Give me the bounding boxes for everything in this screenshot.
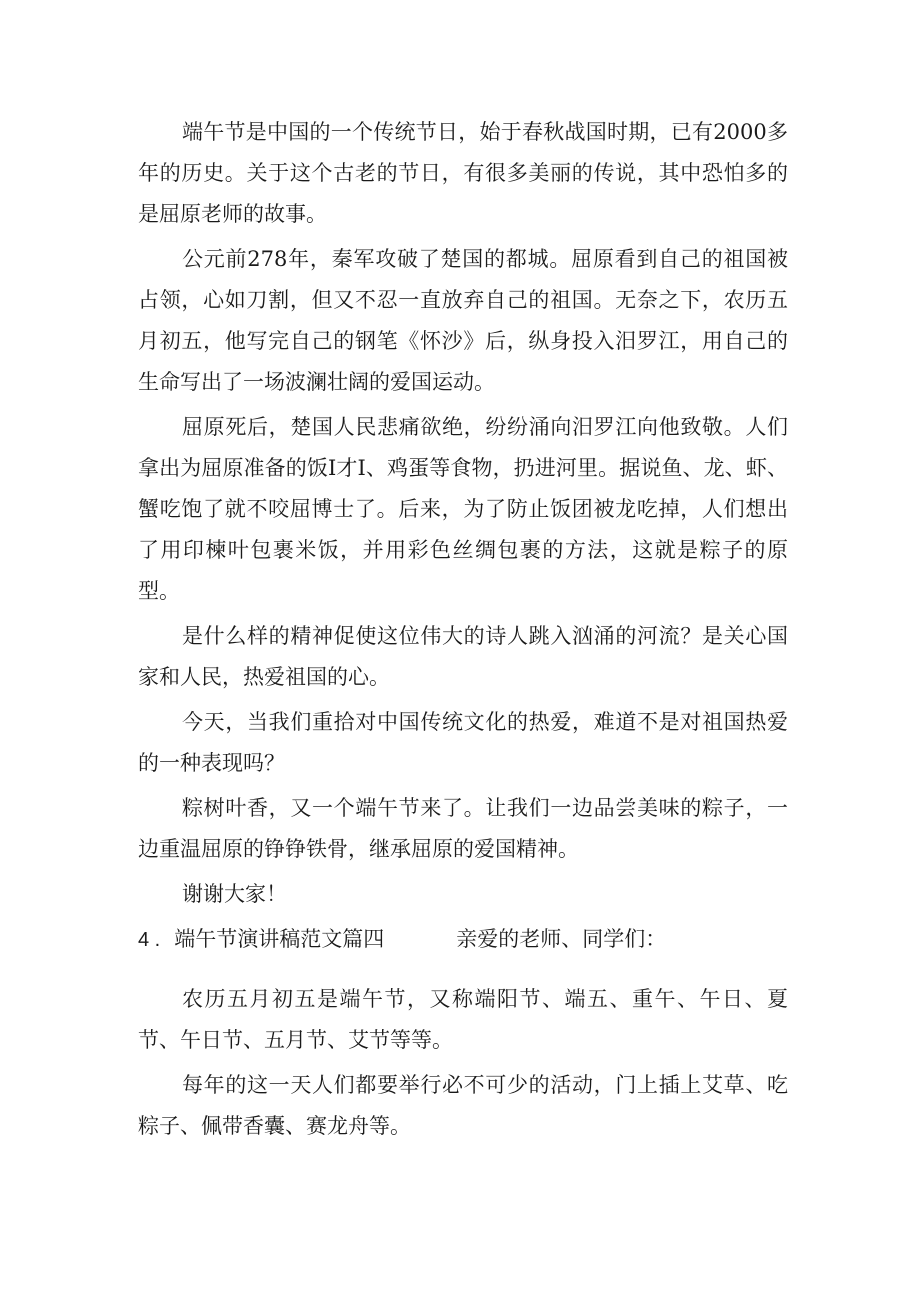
paragraph-tradition-love: 今天，当我们重拾对中国传统文化的热爱，难道不是对祖国热爱的一种表现吗？ <box>138 710 788 775</box>
paragraph-festival-names: 农历五月初五是端午节，又称端阳节、端五、重午、午日、夏节、午日节、五月节、艾节等等。 <box>138 987 788 1052</box>
paragraph-thanks: 谢谢大家！ <box>182 882 287 906</box>
section-heading <box>138 919 788 961</box>
paragraph-people-mourning: 屈原死后，楚国人民悲痛欲绝，纷纷涌向汨罗江向他致敬。人们拿出为屈原准备的饭I才I、鸡蛋等食物，扔进河里。据说鱼、龙、虾、蟹吃饱了就不咬屈博士了。后来，为了防止饭团被龙吃掉，人们想出了用印楝叶包裹米饭，并用彩色丝绸包裹的方法，这就是粽子的原型。 <box>138 415 788 603</box>
section-number: 4 . <box>138 929 161 951</box>
paragraph-spirit-question: 是什么样的精神促使这位伟大的诗人跳入汹涌的河流？是关心国家和人民，热爱祖国的心。 <box>138 624 788 689</box>
section-title: 端午节演讲稿范文篇四 <box>174 927 385 951</box>
paragraph-zongzi-fragrance: 粽树叶香，又一个端午节来了。让我们一边品尝美味的粽子，一边重温屈原的铮铮铁骨，继承屈原的爱国精神。 <box>138 796 788 861</box>
paragraph-qu-yuan-story: 公元前278年，秦军攻破了楚国的都城。屈原看到自己的祖国被占领，心如刀割，但又不忍一直放弃自己的祖国。无奈之下，农历五月初五，他写完自己的钢笔《怀沙》后，纵身投入汨罗江，用自己的生命写出了一场波澜壮阔的爱国运动。 <box>138 247 788 394</box>
paragraph-festival-activities: 每年的这一天人们都要举行必不可少的活动，门上插上艾草、吃粽子、佩带香囊、赛龙舟等。 <box>138 1073 788 1138</box>
document-body <box>138 112 788 1151</box>
paragraph-intro: 端午节是中国的一个传统节日，始于春秋战国时期，已有2000多年的历史。关于这个古老的节日，有很多美丽的传说，其中恐怕多的是屈原老师的故事。 <box>138 120 788 226</box>
section-greeting: 亲爱的老师、同学们： <box>456 927 667 951</box>
